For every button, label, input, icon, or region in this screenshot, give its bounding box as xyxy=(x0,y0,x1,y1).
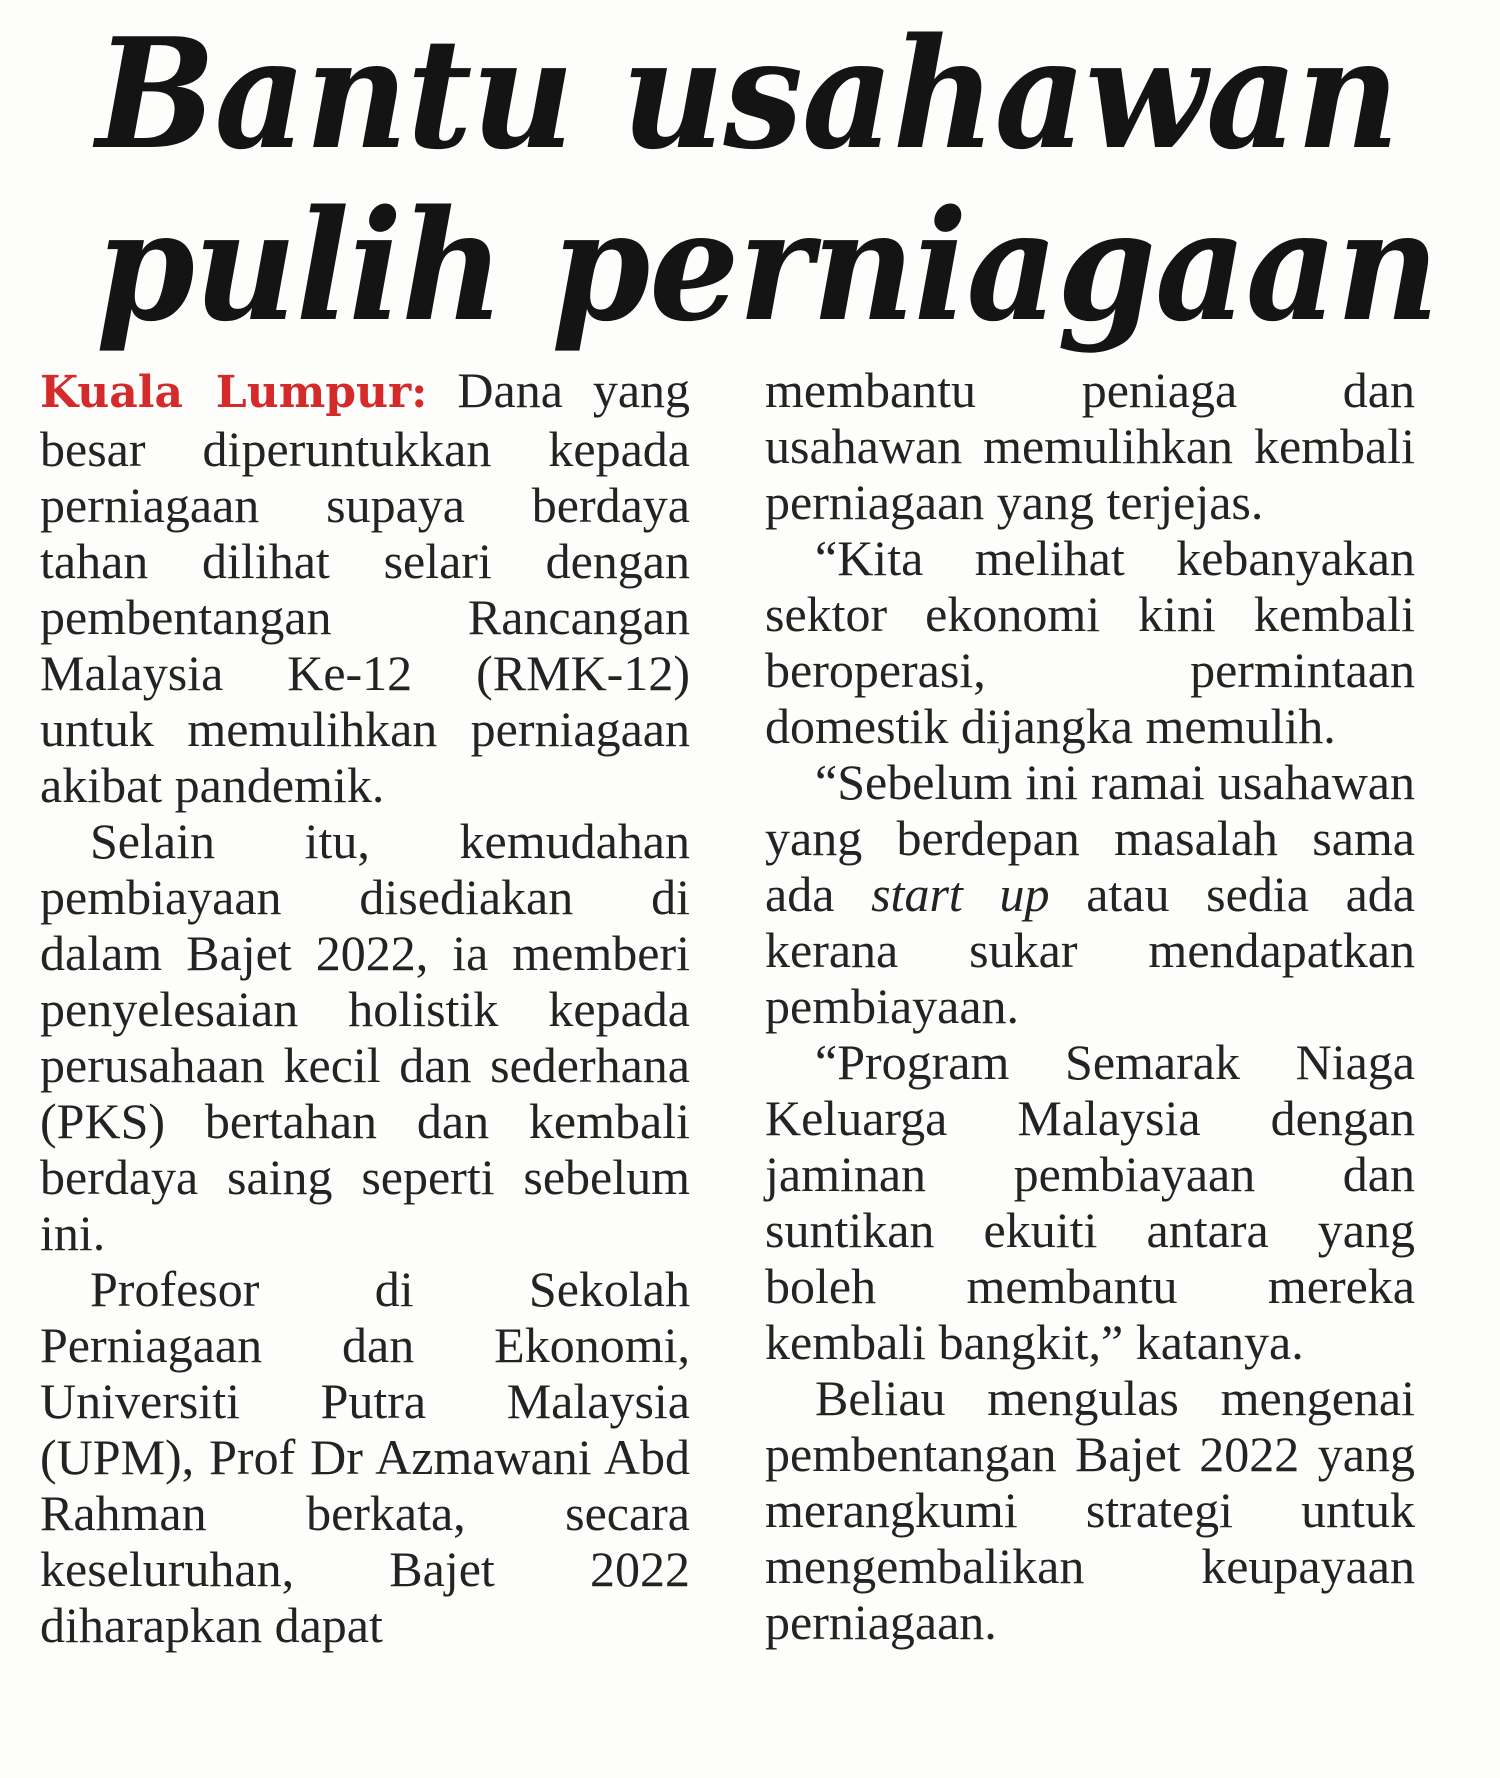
paragraph-lead xyxy=(40,362,690,813)
italic-term: start up xyxy=(871,866,1050,922)
paragraph: “Program Semarak Niaga Keluarga Malaysia dengan jaminan pembiayaan dan suntikan ekuiti antara yang boleh membantu mereka kembali bangkit,” katanya. xyxy=(765,1034,1415,1370)
paragraph: Selain itu, kemudahan pembiayaan disediakan di dalam Bajet 2022, ia memberi penyelesaian holistik kepada perusahaan kecil dan sederhana (PKS) bertahan dan kembali berdaya saing seperti sebelum ini. xyxy=(40,813,690,1261)
right-column xyxy=(765,362,1415,1650)
paragraph: Beliau mengulas mengenai pembentangan Bajet 2022 yang merangkumi strategi untuk mengembalikan keupayaan perniagaan. xyxy=(765,1370,1415,1650)
left-column xyxy=(40,362,690,1653)
paragraph: “Kita melihat kebanyakan sektor ekonomi kini kembali beroperasi, permintaan domestik dijangka memulih. xyxy=(765,530,1415,754)
headline-line-2: pulih perniagaan xyxy=(96,176,1439,355)
dateline: Kuala Lumpur: xyxy=(40,367,428,418)
paragraph xyxy=(765,754,1415,1034)
paragraph-continued: membantu peniaga dan usahawan memulihkan kembali perniagaan yang terjejas. xyxy=(765,362,1415,530)
text-segment: atau sedia ada kerana sukar mendapatkan pembiayaan. xyxy=(765,866,1415,1034)
headline-line-1: Bantu usahawan xyxy=(96,4,1399,183)
paragraph: Profesor di Sekolah Perniagaan dan Ekonomi, Universiti Putra Malaysia (UPM), Prof Dr Azmawani Abd Rahman berkata, secara keseluruhan, Bajet 2022 diharapkan dapat xyxy=(40,1261,690,1653)
lead-text: Dana yang besar diperuntukkan kepada perniagaan supaya berdaya tahan dilihat selari dengan pembentangan Rancangan Malaysia Ke-12 (RMK-12) untuk memulihkan perniagaan akibat pandemik. xyxy=(40,362,691,813)
headline xyxy=(96,4,1439,355)
text-segment: “Sebelum ini ramai usahawan yang berdepan masalah sama ada xyxy=(765,754,1415,922)
